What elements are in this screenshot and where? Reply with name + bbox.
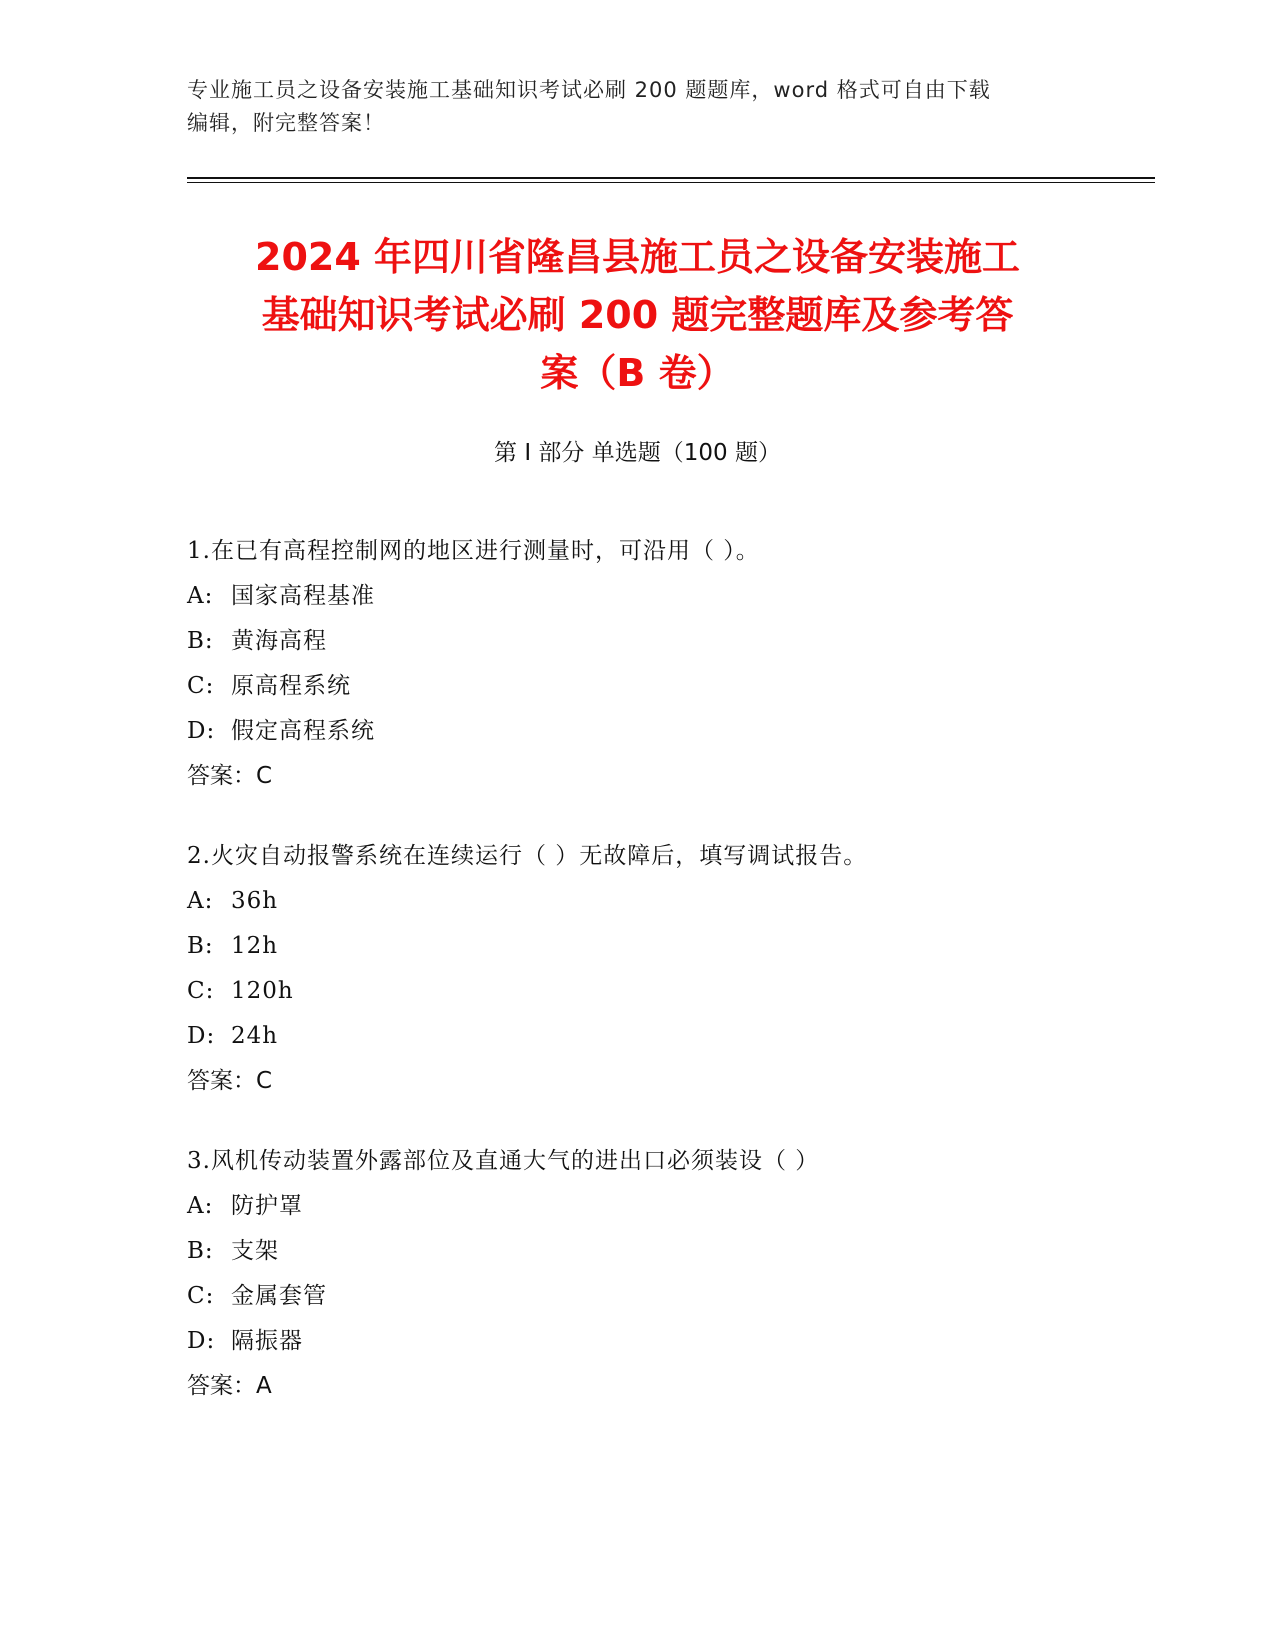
document-title-line-1: 2024 年四川省隆昌县施工员之设备安装施工 xyxy=(255,235,1020,279)
option-b xyxy=(187,619,1137,664)
question-stem: 2.火灾自动报警系统在连续运行（ ）无故障后，填写调试报告。 xyxy=(187,843,868,869)
option-text: 隔振器 xyxy=(231,1328,303,1354)
option-key: D: xyxy=(187,1023,216,1049)
option-d xyxy=(187,1014,1137,1059)
option-d xyxy=(187,709,1137,754)
option-a xyxy=(187,1184,1137,1229)
option-d xyxy=(187,1319,1137,1364)
option-key: D: xyxy=(187,718,216,744)
option-key: C: xyxy=(187,1283,215,1309)
option-key: A: xyxy=(187,583,214,609)
header-divider-thick xyxy=(187,177,1155,179)
option-b xyxy=(187,1229,1137,1274)
header-note-line-2: 编辑，附完整答案！ xyxy=(187,111,385,135)
option-text: 支架 xyxy=(231,1238,279,1264)
question-stem: 1.在已有高程控制网的地区进行测量时，可沿用（ ）。 xyxy=(187,538,760,564)
question-2 xyxy=(187,834,1137,1104)
option-text: 120h xyxy=(231,978,294,1004)
option-a xyxy=(187,574,1137,619)
option-key: C: xyxy=(187,673,215,699)
option-text: 12h xyxy=(231,933,279,959)
option-text: 原高程系统 xyxy=(231,673,351,699)
option-key: C: xyxy=(187,978,215,1004)
document-title-line-2: 基础知识考试必刷 200 题完整题库及参考答 xyxy=(261,293,1014,337)
document-title-line-3: 案（B 卷） xyxy=(540,351,735,395)
question-stem: 3.风机传动装置外露部位及直通大气的进出口必须装设（ ） xyxy=(187,1148,820,1174)
option-a xyxy=(187,879,1137,924)
header-note-line-1: 专业施工员之设备安装施工基础知识考试必刷 200 题题库，word 格式可自由下载 xyxy=(187,78,991,102)
answer: 答案：C xyxy=(187,1068,273,1094)
section-title: 第 I 部分 单选题（100 题） xyxy=(494,440,781,466)
question-list xyxy=(187,529,1137,1444)
option-c xyxy=(187,969,1137,1014)
option-key: D: xyxy=(187,1328,216,1354)
option-text: 防护罩 xyxy=(231,1193,303,1219)
option-key: B: xyxy=(187,933,214,959)
question-1 xyxy=(187,529,1137,799)
option-key: A: xyxy=(187,1193,214,1219)
option-key: B: xyxy=(187,1238,214,1264)
option-b xyxy=(187,924,1137,969)
option-text: 24h xyxy=(231,1023,279,1049)
option-key: A: xyxy=(187,888,214,914)
document-title xyxy=(150,228,1125,402)
option-c xyxy=(187,1274,1137,1319)
header-divider-thin xyxy=(187,182,1155,183)
header-note xyxy=(187,74,1087,140)
answer: 答案：C xyxy=(187,763,273,789)
question-3 xyxy=(187,1139,1137,1409)
option-text: 假定高程系统 xyxy=(231,718,375,744)
answer: 答案：A xyxy=(187,1373,272,1399)
option-text: 36h xyxy=(231,888,279,914)
option-text: 金属套管 xyxy=(231,1283,327,1309)
option-text: 国家高程基准 xyxy=(231,583,375,609)
option-key: B: xyxy=(187,628,214,654)
option-c xyxy=(187,664,1137,709)
option-text: 黄海高程 xyxy=(231,628,327,654)
